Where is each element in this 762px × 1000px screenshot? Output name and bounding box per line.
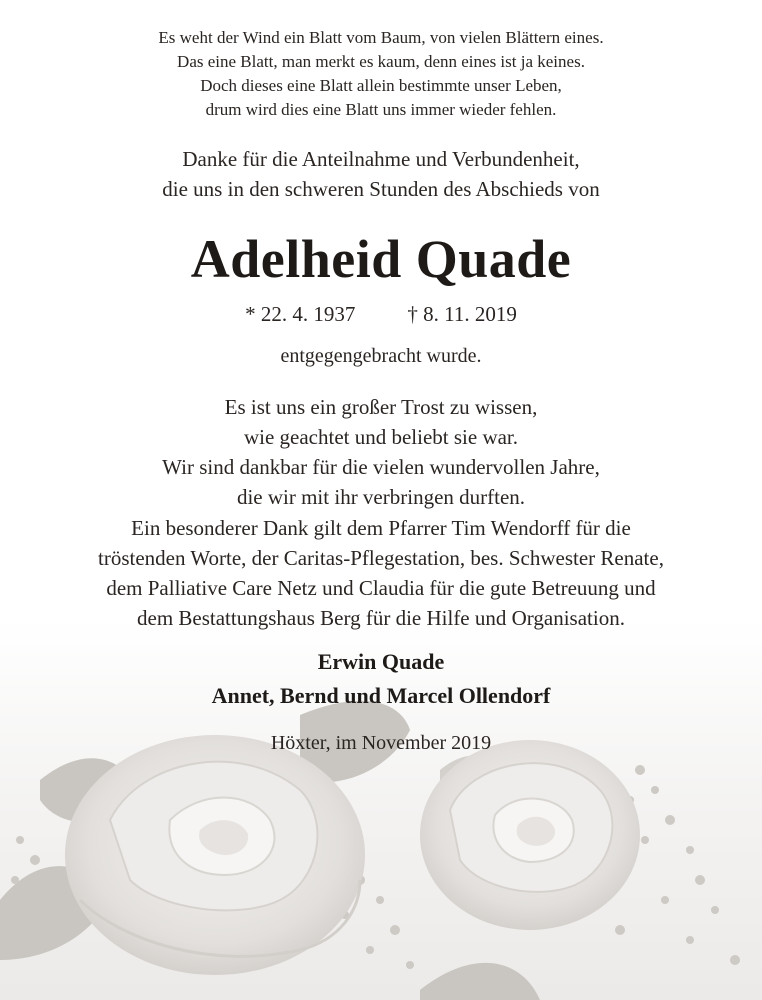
special-thanks-line: tröstenden Worte, der Caritas-Pflegestation, bes. Schwester Renate, bbox=[98, 546, 664, 570]
comfort-line: Es ist uns ein großer Trost zu wissen, bbox=[224, 395, 538, 419]
comfort-line: wie geachtet und beliebt sie war. bbox=[243, 425, 519, 449]
place-and-date: Höxter, im November 2019 bbox=[270, 732, 492, 754]
death-date: † 8. 11. 2019 bbox=[407, 302, 517, 326]
life-dates bbox=[0, 300, 762, 328]
comfort-line: Wir sind dankbar für die vielen wundervollen Jahre, bbox=[162, 455, 600, 479]
poem bbox=[0, 26, 762, 122]
thanks-intro bbox=[0, 144, 762, 204]
thanks-closing: entgegengebracht wurde. bbox=[280, 345, 482, 367]
rose-right bbox=[420, 740, 640, 930]
poem-line: drum wird dies eine Blatt uns immer wieder fehlen. bbox=[205, 100, 557, 119]
comfort-line: die wir mit ihr verbringen durften. bbox=[236, 485, 526, 509]
special-thanks-line: dem Bestattungshaus Berg für die Hilfe und Organisation. bbox=[137, 606, 625, 630]
poem-line: Doch dieses eine Blatt allein bestimmte unser Leben, bbox=[200, 76, 562, 95]
birth-date: * 22. 4. 1937 bbox=[245, 302, 356, 326]
special-thanks-line: dem Palliative Care Netz und Claudia für die gute Betreuung und bbox=[106, 576, 656, 600]
deceased-name: Adelheid Quade bbox=[190, 229, 572, 289]
special-thanks-line: Ein besonderer Dank gilt dem Pfarrer Tim Wendorff für die bbox=[131, 516, 631, 540]
rose-left bbox=[65, 735, 365, 975]
thanks-line: die uns in den schweren Stunden des Abschieds von bbox=[162, 177, 600, 201]
signer-name: Annet, Bernd und Marcel Ollendorf bbox=[211, 683, 551, 708]
thanks-line: Danke für die Anteilnahme und Verbundenheit, bbox=[182, 147, 580, 171]
special-thanks-paragraph bbox=[0, 513, 762, 633]
comfort-paragraph bbox=[0, 392, 762, 512]
signers bbox=[0, 645, 762, 713]
poem-line: Es weht der Wind ein Blatt vom Baum, von vielen Blättern eines. bbox=[158, 28, 604, 47]
signer-name: Erwin Quade bbox=[317, 649, 445, 674]
poem-line: Das eine Blatt, man merkt es kaum, denn eines ist ja keines. bbox=[177, 52, 585, 71]
